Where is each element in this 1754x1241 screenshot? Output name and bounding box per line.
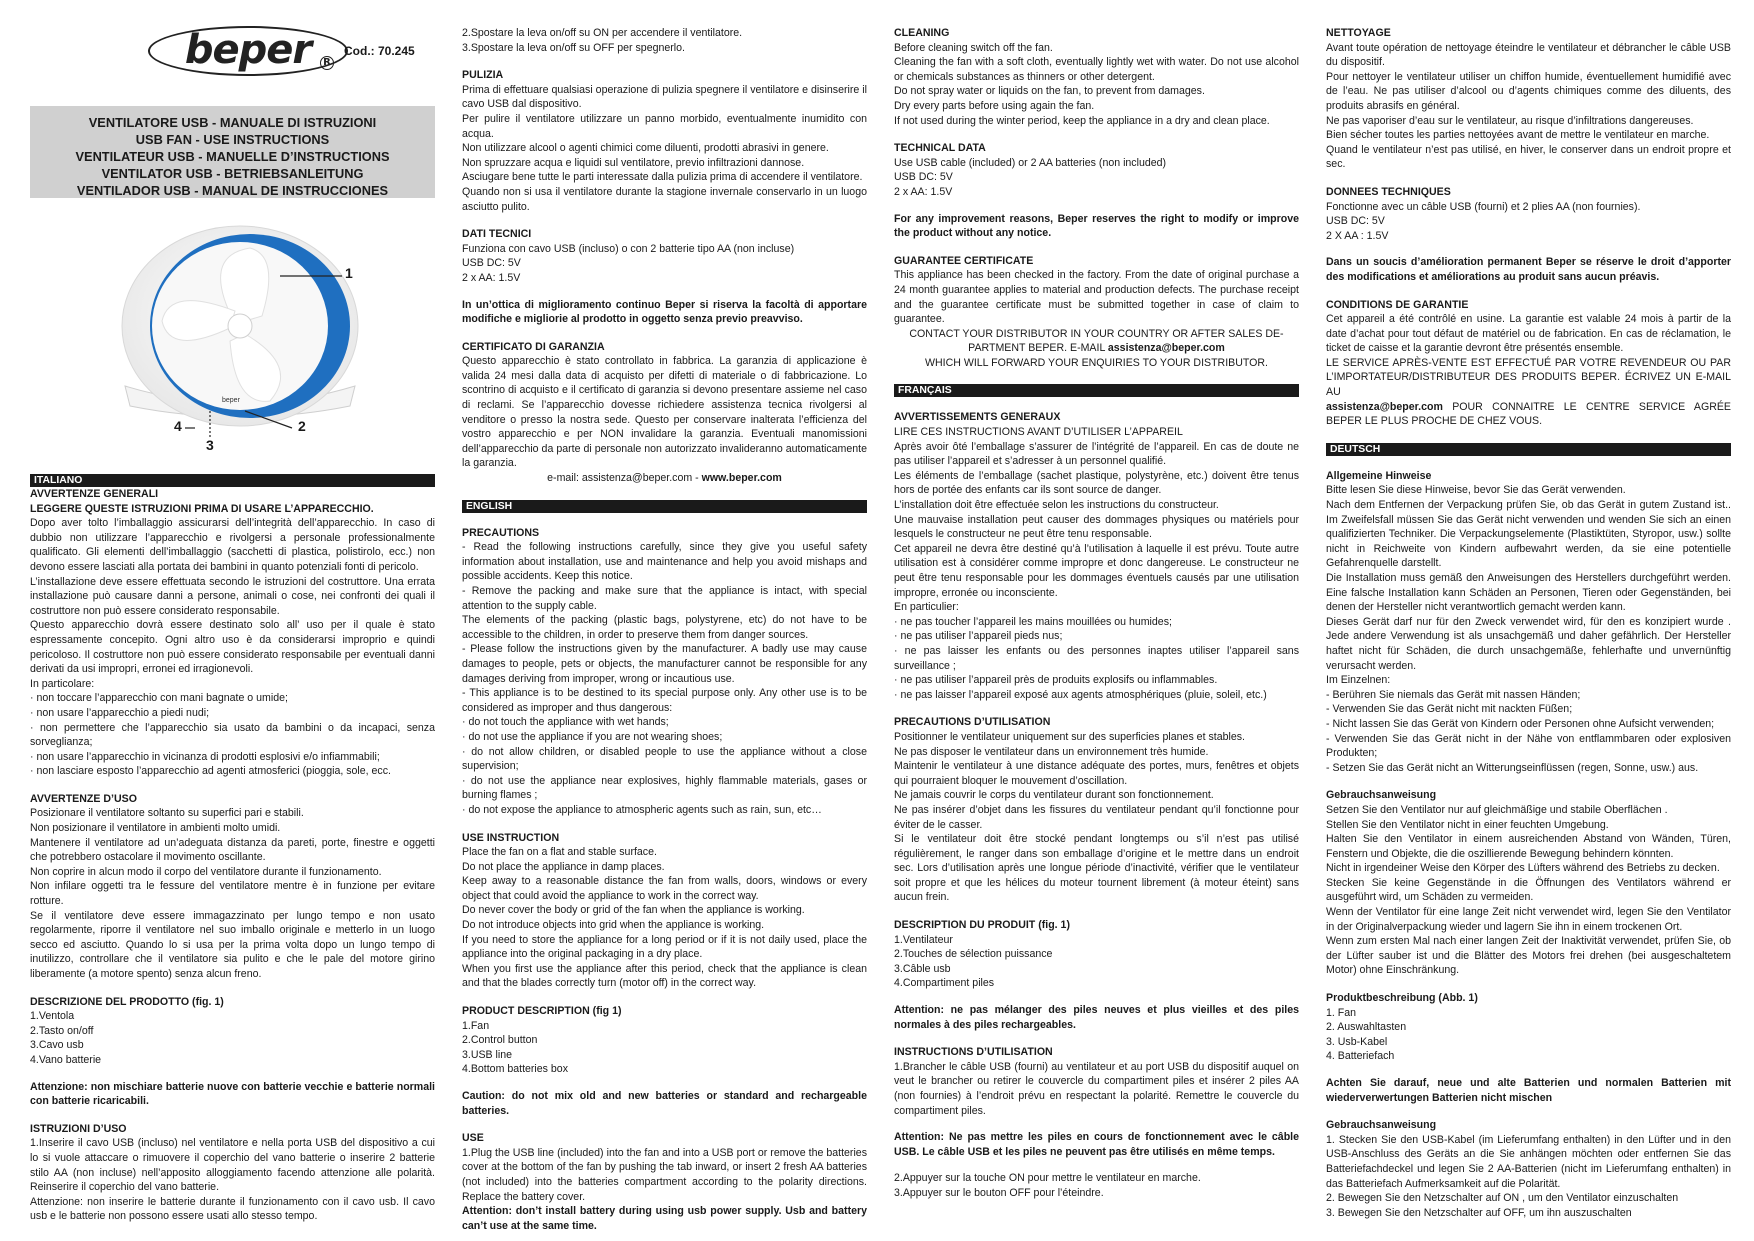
fr-battery-warning: Attention: ne pas mélanger des piles neuves et plus vieilles et des piles normales à des piles rechargeables. bbox=[894, 1004, 1299, 1031]
en-paragraph: - Read the following instructions carefully, since they give you useful safety information about installation, use and maintenance and help you avoid mishaps and possible accidents. Keep this notice. bbox=[462, 541, 867, 583]
en-part: 2.Control button bbox=[462, 1034, 538, 1047]
de-paragraph: 3. Bewegen Sie den Netzschalter auf OFF, um ihn auszuschalten bbox=[1326, 1206, 1632, 1219]
de-paragraph: Stellen Sie den Ventilator nicht in einer feuchten Umgebung. bbox=[1326, 818, 1609, 831]
de-part: 2. Auswahltasten bbox=[1326, 1021, 1407, 1034]
en-improvement-note: For any improvement reasons, Beper reserves the right to modify or improve the product without any notice. bbox=[894, 212, 1299, 240]
fr-paragraph: 2.Appuyer sur la touche ON pour mettre le ventilateur en marche. bbox=[894, 1172, 1201, 1185]
fr-paragraph: Ne pas vaporiser d’eau sur le ventilateur, au risque d’infiltrations dangereuses. bbox=[1326, 114, 1694, 127]
it-website: www.beper.com bbox=[701, 472, 782, 485]
en-list-item: · do not allow children, or disabled people to use the appliance without a close supervision; bbox=[462, 745, 867, 773]
it-paragraph: Non coprire in alcun modo il corpo del ventilatore durante il funzionamento. bbox=[30, 865, 382, 878]
it-heading-instructions: ISTRUZIONI D’USO bbox=[30, 1122, 127, 1135]
fr-paragraph: LIRE CES INSTRUCTIONS AVANT D’UTILISER L’APPAREIL bbox=[894, 426, 1183, 439]
it-email: e-mail: assistenza@beper.com - bbox=[547, 472, 702, 485]
de-paragraph: Wenn zum ersten Mal nach einer langen Zeit der Inaktivität verwendet, prüfen Sie, ob der Lüfter sauber ist und die Blätter des Motors frei drehen (bei ausgeschaltetem Motor) ohne Einschränkung. bbox=[1326, 935, 1731, 977]
en-contact-prefix: PARTMENT BEPER. E-MAIL bbox=[968, 342, 1108, 355]
it-part: 3.Cavo usb bbox=[30, 1039, 84, 1052]
en-heading-cleaning: CLEANING bbox=[894, 27, 950, 39]
en-paragraph: If you need to store the appliance for a long period or if it is not daily used, place the appliance into the original packaging in a dry place. bbox=[462, 933, 867, 961]
de-part: 4. Batteriefach bbox=[1326, 1050, 1395, 1063]
en-heading-product-description: PRODUCT DESCRIPTION (fig 1) bbox=[462, 1005, 622, 1018]
en-paragraph: 1.Plug the USB line (included) into the fan and into a USB port or remove the batteries cover at the bottom of the fan by pushing the tab inward, or insert 2 fresh AA batteries (not included) into the batteries compartment according to the polarity directions. Replace the battery cover. bbox=[462, 1146, 867, 1203]
de-paragraph: Setzen Sie den Ventilator nur auf gleichmäßige und stabile Oberflächen . bbox=[1326, 803, 1668, 816]
fr-paragraph: Une mauvaise installation peut causer des dommages physiques ou matériels pour lesquels le constructeur ne peut être tenu responsable. bbox=[894, 513, 1299, 541]
it-paragraph: Non utilizzare alcool o agenti chimici come diluenti, prodotti abrasivi in genere. bbox=[462, 142, 829, 155]
column-2 bbox=[462, 26, 867, 1233]
de-list-item: - Setzen Sie das Gerät nicht an Witterungseinflüssen (regen, Sonne, usw.) aus. bbox=[1326, 761, 1699, 774]
title-it: VENTILATORE USB - MANUALE DI ISTRUZIONI bbox=[88, 115, 377, 130]
it-paragraph: Mantenere il ventilatore ad un’adeguata distanza da pareti, porte, finestre e oggetti che potrebbero ostacolare il movimento oscillante. bbox=[30, 836, 435, 864]
it-list-item: · non lasciare esposto l’apparecchio ad agenti atmosferici (pioggia, sole, ecc. bbox=[30, 765, 391, 778]
fr-list-item: · ne pas utiliser l’appareil pieds nus; bbox=[894, 630, 1063, 643]
fr-improvement-note: Dans un soucis d’amélioration permanent Beper se réserve le droit d’apporter des modifications et améliorations au produit sans aucun préavis. bbox=[1326, 256, 1731, 283]
it-paragraph: Non spruzzare acqua e liquidi sul ventilatore, previo infiltrazioni dannose. bbox=[462, 156, 805, 169]
header bbox=[30, 26, 435, 96]
it-heading-warnings: AVVERTENZE GENERALI bbox=[30, 488, 159, 500]
fan-brand: beper bbox=[222, 397, 240, 404]
fr-paragraph: Après avoir ôté l’emballage s’assurer de l’intégrité de l’appareil. En cas de doute ne pas utiliser l’appareil et s’adresser à un personnel qualifié. bbox=[894, 440, 1299, 468]
en-attention: Attention: don’t install battery during using usb power supply. Usb and battery can’t use at the same time. bbox=[462, 1205, 867, 1232]
it-heading-guarantee: CERTIFICATO DI GARANZIA bbox=[462, 340, 605, 353]
it-paragraph: Attenzione: non inserire le batterie durante il funzionamento con il cavo usb. Il cavo usb e le batterie non possono essere usati allo stesso tempo. bbox=[30, 1195, 435, 1223]
de-part: 1. Fan bbox=[1326, 1006, 1357, 1019]
de-heading-product: Produktbeschreibung (Abb. 1) bbox=[1326, 992, 1478, 1005]
de-paragraph: Dieses Gerät darf nur für den Zweck verwendet wird, für den es konzipiert wurde . Jede andere Verwendung ist als unsachgemäß und daher gefährlich. Der Hersteller haftet nicht für Schäden, die durch unsachgemäße, fehlerhafte und unvernünftig verursacht werden. bbox=[1326, 615, 1731, 672]
it-tech-line: 2 x AA: 1.5V bbox=[462, 271, 521, 284]
callout-1: 1 bbox=[345, 265, 353, 281]
en-heading-use-instruction: USE INSTRUCTION bbox=[462, 831, 560, 844]
de-paragraph: 1. Stecken Sie den USB-Kabel (im Lieferumfang enthalten) in den Lüfter und in den USB-Anschluss des Geräts an die Sie anhängen möchten oder entfernen Sie das Batteriefachdeckel und legen Sie 2 AA-Batterien (nicht im Lieferumfang enthalten) in das Batteriefach Aufmerksamkeit auf die Polarität. bbox=[1326, 1133, 1731, 1190]
de-heading-general: Allgemeine Hinweise bbox=[1326, 469, 1432, 482]
it-paragraph: Non infilare oggetti tra le fessure del ventilatore mentre è in funzione per evitare rotture. bbox=[30, 880, 435, 908]
en-tech-line: Use USB cable (included) or 2 AA batteries (non included) bbox=[894, 156, 1167, 169]
fr-list-item: · ne pas laisser les enfants ou des personnes inaptes utiliser l’appareil sans surveillance ; bbox=[894, 644, 1299, 672]
it-battery-warning: Attenzione: non mischiare batterie nuove con batterie vecchie e batterie normali con batterie ricaricabili. bbox=[30, 1080, 435, 1108]
fr-paragraph: Cet appareil ne devra être destiné qu’à l’utilisation à laquelle il est prévu. Toute autre utilisation est à considérer comme impropre et donc dangereuse. Le constructeur ne peut être tenu responsable pour les dommages éventuels causés par une utilisation impropre, erronée ou inconsciente. bbox=[894, 542, 1299, 599]
en-paragraph: When you first use the appliance after this period, check that the appliance is clean and that the blades correctly turn (motor off) in the correct way. bbox=[462, 962, 867, 990]
it-list-item: · non permettere che l’apparecchio sia usato da bambini o da incapaci, senza sorveglianza; bbox=[30, 721, 435, 749]
it-heading-tech: DATI TECNICI bbox=[462, 228, 532, 241]
de-part: 3. Usb-Kabel bbox=[1326, 1035, 1388, 1048]
it-tech-line: Funziona con cavo USB (incluso) o con 2 batterie tipo AA (non incluse) bbox=[462, 242, 795, 255]
en-list-item: · do not use the appliance near explosives, highly flammable materials, gases or burning flames ; bbox=[462, 774, 867, 802]
section-bar-francais: FRANÇAIS bbox=[894, 384, 1299, 397]
fr-paragraph: Bien sécher toutes les parties nettoyées avant de mettre le ventilateur en marche. bbox=[1326, 129, 1710, 142]
en-caution: Caution: do not mix old and new batteries or standard and rechargeable batteries. bbox=[462, 1090, 867, 1117]
fr-heading-warnings: AVVERTISSEMENTS GENERAUX bbox=[894, 411, 1061, 424]
fr-paragraph: Ne pas insérer d’objet dans les fissures du ventilateur pendant qu’il fonctionne pour éviter de le casser. bbox=[894, 803, 1299, 831]
en-part: 4.Bottom batteries box bbox=[462, 1063, 568, 1076]
fr-paragraph: 1.Brancher le câble USB (fourni) au ventilateur et au port USB du dispositif auquel on veut le brancher ou retirer le couvercle du compartiment piles et insérer 2 piles AA (non fournies) à l’endroit prévu en respectant la polarité. Remettre le couvercle du compartiment piles. bbox=[894, 1060, 1299, 1117]
de-paragraph: Nach dem Entfernen der Verpackung prüfen Sie, ob das Gerät in gutem Zustand ist.. Im Zweifelsfall müssen Sie das Gerät nicht verwenden und wenden Sie sich an einen qualifizierten Techniker. Die Verpackungselemente (Plastiktüten, Styropor, usw.) sollte nicht in Reichweite von Kindern aufbewahrt werden, da sie eine potentielle Gefahrenquelle darstellt. bbox=[1326, 499, 1731, 570]
title-box bbox=[30, 106, 435, 198]
it-list-item: · non toccare l’apparecchio con mani bagnate o umide; bbox=[30, 692, 288, 705]
fr-heading-precautions: PRECAUTIONS D’UTILISATION bbox=[894, 716, 1051, 729]
it-part: 4.Vano batterie bbox=[30, 1053, 102, 1066]
it-heading-description: DESCRIZIONE DEL PRODOTTO (fig. 1) bbox=[30, 995, 224, 1008]
en-heading-use: USE bbox=[462, 1132, 484, 1145]
en-paragraph: If not used during the winter period, keep the appliance in a dry and clean place. bbox=[894, 114, 1270, 127]
de-list-item: - Verwenden Sie das Gerät nicht mit nackten Füßen; bbox=[1326, 703, 1573, 716]
de-paragraph: Die Installation muss gemäß den Anweisungen des Herstellers durchgeführt werden. Eine falsche Installation kann Schäden an Personen, Tieren oder Gegenständen, bei denen der Hersteller nicht verantwortlich gemacht werden kann. bbox=[1326, 572, 1731, 614]
fr-heading-cleaning: NETTOYAGE bbox=[1326, 27, 1391, 39]
en-paragraph: Dry every parts before using again the fan. bbox=[894, 99, 1095, 112]
en-list-item: · do not touch the appliance with wet hands; bbox=[462, 716, 669, 729]
en-paragraph: Do never cover the body or grid of the fan when the appliance is working. bbox=[462, 904, 805, 917]
en-paragraph: This appliance has been checked in the factory. From the date of original purchase a 24 month guarantee applies to material and production defects. The purchase receipt and the guarantee certificate must be submitted together in case of claim to guarantee. bbox=[894, 269, 1299, 326]
it-paragraph: 3.Spostare la leva on/off su OFF per spegnerlo. bbox=[462, 41, 685, 54]
fr-tech-line: 2 X AA : 1.5V bbox=[1326, 229, 1389, 242]
logo-text: beper bbox=[184, 27, 312, 73]
fan-figure bbox=[30, 216, 435, 466]
fr-tech-line: Fonctionne avec un câble USB (fourni) et 2 plies AA (non fournies). bbox=[1326, 200, 1641, 213]
fr-part: 3.Câble usb bbox=[894, 962, 951, 975]
fr-heading-instructions: INSTRUCTIONS D’UTILISATION bbox=[894, 1046, 1053, 1059]
title-es: VENTILADOR USB - MANUAL DE INSTRUCCIONES bbox=[76, 183, 389, 198]
en-list-item: · do not expose the appliance to atmospheric agents such as rain, sun, etc… bbox=[462, 803, 822, 816]
fr-heading-technical: DONNEES TECHNIQUES bbox=[1326, 185, 1451, 198]
column-4 bbox=[1326, 26, 1731, 1220]
it-list-item: · non usare l’apparecchio in vicinanza di prodotti esplosivi e/o infiammabili; bbox=[30, 750, 380, 763]
column-3 bbox=[894, 26, 1299, 1201]
de-battery-warning: Achten Sie darauf, neue und alte Batterien und normalen Batterien mit wiederverwertungen Batterien nicht mischen bbox=[1326, 1077, 1731, 1104]
it-paragraph: Se il ventilatore deve essere immagazzinato per lungo tempo e non usato regolarmente, riporre il ventilatore nel suo imballo originale e metterlo in un luogo secco ed asciutto. Quando lo si usa per la prima volta dopo un lungo tempo di inutilizzo, controllare che il ventilatore sia pulito e che le pale del motore girino liberamente (a motore spento) senza alcun freno. bbox=[30, 909, 435, 980]
callout-4: 4 bbox=[174, 418, 182, 434]
fr-part: 4.Compartiment piles bbox=[894, 977, 995, 990]
en-tech-line: USB DC: 5V bbox=[894, 171, 953, 184]
fan-illustration bbox=[30, 216, 435, 466]
en-part: 3.USB line bbox=[462, 1048, 513, 1061]
de-list-item: - Nicht lassen Sie das Gerät von Kindern oder Personen ohne Aufsicht verwenden; bbox=[1326, 717, 1715, 730]
en-paragraph: - This appliance is to be destined to its special purpose only. Any other use is to be considered as improper and thus dangerous: bbox=[462, 687, 867, 714]
de-paragraph: Halten Sie den Ventilator in einem ausreichenden Abstand von Wänden, Türen, Fenstern und Objekte, die die oszillierende Bewegung behindern könnten. bbox=[1326, 833, 1731, 860]
fr-paragraph: Les éléments de l’emballage (sachet plastique, polystyrène, etc.) doivent être tenus hors de portée des enfants car ils sont source de danger. bbox=[894, 469, 1299, 497]
de-paragraph: Stecken Sie keine Gegenstände in die Öffnungen des Ventilators während er ausgeführt wird, um Schäden zu vermeiden. bbox=[1326, 876, 1731, 904]
de-paragraph: Nicht in irgendeiner Weise den Körper des Lüfters während des Betriebs zu decken. bbox=[1326, 862, 1720, 875]
product-code: Cod.: 70.245 bbox=[344, 44, 415, 58]
it-paragraph: Prima di effettuare qualsiasi operazione di pulizia spegnere il ventilatore e disinserire il cavo USB dal dispositivo. bbox=[462, 83, 867, 111]
fr-paragraph: Positionner le ventilateur uniquement sur des superficies planes et stables. bbox=[894, 730, 1245, 743]
it-heading-cleaning: PULIZIA bbox=[462, 69, 504, 82]
fr-list-item: · ne pas laisser l’appareil exposé aux agents atmosphériques (pluie, soleil, etc.) bbox=[894, 688, 1267, 701]
it-heading-read: LEGGERE QUESTE ISTRUZIONI PRIMA DI USARE L’APPARECCHIO. bbox=[30, 502, 374, 515]
section-bar-italiano: ITALIANO bbox=[30, 474, 435, 487]
fr-part: 1.Ventilateur bbox=[894, 933, 953, 946]
en-heading-technical: TECHNICAL DATA bbox=[894, 142, 986, 155]
de-list-item: - Verwenden Sie das Gerät nicht in der Nähe von entflammbaren oder explosiven Produkten; bbox=[1326, 732, 1731, 760]
fr-paragraph: L’installation doit être effectuée selon les instructions du constructeur. bbox=[894, 499, 1219, 512]
en-paragraph: The elements of the packing (plastic bags, polystyrene, etc) do not have to be accessible to the children, in order to preserve them from danger sources. bbox=[462, 614, 867, 641]
de-list-item: - Berühren Sie niemals das Gerät mit nassen Händen; bbox=[1326, 688, 1581, 701]
it-tech-line: USB DC: 5V bbox=[462, 257, 521, 270]
de-paragraph: Im Einzelnen: bbox=[1326, 674, 1391, 687]
fr-heading-guarantee: CONDITIONS DE GARANTIE bbox=[1326, 298, 1469, 311]
fr-heading-description: DESCRIPTION DU PRODUIT (fig. 1) bbox=[894, 919, 1070, 932]
en-contact-line: WHICH WILL FORWARD YOUR ENQUIRIES TO YOUR DISTRIBUTOR. bbox=[925, 356, 1268, 369]
en-paragraph: Cleaning the fan with a soft cloth, eventually lightly wet with water. Do not use alcohol or chemicals substances as thinners or other detergent. bbox=[894, 56, 1299, 83]
section-bar-deutsch: DEUTSCH bbox=[1326, 443, 1731, 456]
en-contact-line bbox=[894, 341, 1299, 356]
column-1 bbox=[30, 26, 435, 1224]
en-contact-line: CONTACT YOUR DISTRIBUTOR IN YOUR COUNTRY OR AFTER SALES DE- bbox=[909, 327, 1284, 340]
beper-logo bbox=[148, 26, 348, 76]
en-paragraph: - Please follow the instructions given by the manufacturer. A badly use may cause damages to people, pets or objects, the manufacturer cannot be responsible for any damages deriving from improper, wrong or incautious use. bbox=[462, 643, 867, 685]
it-improvement-note: In un’ottica di miglioramento continuo Beper si riserva la facoltà di apportare modifiche e migliorie al prodotto in oggetto senza previo preavviso. bbox=[462, 298, 867, 326]
fr-paragraph: Pour nettoyer le ventilateur utiliser un chiffon humide, éventuellement humidifié avec de l’eau. Ne pas utiliser d’alcool ou d’agents chimiques comme des diluents, des produits abrasifs en général. bbox=[1326, 70, 1731, 112]
de-heading-usage-2: Gebrauchsanweisung bbox=[1326, 1119, 1437, 1132]
it-paragraph: Questo apparecchio è stato controllato in fabbrica. La garanzia di applicazione è valida 24 mesi dalla data di acquisto per difetti di materiale o di fabbricazione. Lo scontrino di acquisto e il certificato di garanzia si devono presentare assieme nel caso di reclami. Se l’apparecchio dovesse richiedere assistenza tecnica rivolgersi al venditore o presso la nostra sede. Questo per conservare inalterata l’efficienza del vostro apparecchio e per NON invalidare la garanzia. Eventuali manomissioni dell’apparecchio da parte di personale non autorizzato invalideranno automaticamente la garanzia. bbox=[462, 355, 867, 470]
fr-list-item: · ne pas toucher l’appareil les mains mouillées ou humides; bbox=[894, 615, 1172, 628]
title-de: VENTILATOR USB - BETRIEBSANLEITUNG bbox=[101, 166, 364, 181]
callout-2: 2 bbox=[298, 418, 306, 434]
fr-tech-line: USB DC: 5V bbox=[1326, 215, 1385, 228]
fr-paragraph: Ne jamais couvrir le corps du ventilateur durant son fonctionnement. bbox=[894, 789, 1214, 802]
fr-contact bbox=[1326, 400, 1731, 429]
fr-paragraph: Cet appareil a été contrôlé en usine. La garantie est valable 24 mois à partir de la date d’achat pour tout défaut de matériel ou de fabrication. En cas de réclamation, le ticket de caisse et la garantie devront être présentés ensemble. bbox=[1326, 313, 1731, 355]
it-part: 1.Ventola bbox=[30, 1010, 75, 1023]
en-heading-precautions: PRECAUTIONS bbox=[462, 526, 540, 539]
it-heading-use: AVVERTENZE D’USO bbox=[30, 792, 137, 805]
it-paragraph: Questo apparecchio dovrà essere destinato solo all’ uso per il quale è stato espressamente concepito. Ogni altro uso è da considerarsi improprio e quindi pericoloso. Il costruttore non può essere considerato responsabile per eventuali danni derivati da usi impropri, erronei ed irragionevoli. bbox=[30, 619, 435, 676]
en-paragraph: Do not introduce objects into grid when the appliance is working. bbox=[462, 919, 765, 932]
it-paragraph: Posizionare il ventilatore soltanto su superfici pari e stabili. bbox=[30, 807, 304, 820]
en-part: 1.Fan bbox=[462, 1019, 490, 1032]
en-paragraph: Do not place the appliance in damp places. bbox=[462, 860, 665, 873]
en-paragraph: Place the fan on a flat and stable surface. bbox=[462, 846, 657, 859]
en-contact-email: assistenza@beper.com bbox=[1107, 342, 1225, 355]
it-contact bbox=[462, 471, 867, 486]
it-paragraph: 2.Spostare la leva on/off su ON per accendere il ventilatore. bbox=[462, 27, 743, 39]
title-en: USB FAN - USE INSTRUCTIONS bbox=[135, 132, 330, 147]
it-part: 2.Tasto on/off bbox=[30, 1024, 94, 1037]
fr-paragraph: Quand le ventilateur n’est pas utilisé, en hiver, le conserver dans un endroit propre et sec. bbox=[1326, 143, 1731, 171]
it-paragraph: In particolare: bbox=[30, 677, 95, 690]
it-paragraph: L’installazione deve essere effettuata secondo le istruzioni del costruttore. Una errata installazione può causare danni a persone, animali o cose, nei confronti dei quali il costruttore non può essere considerato responsabile. bbox=[30, 575, 435, 617]
callout-3: 3 bbox=[206, 437, 214, 453]
fr-part: 2.Touches de sélection puissance bbox=[894, 948, 1053, 961]
en-list-item: · do not use the appliance if you are not wearing shoes; bbox=[462, 730, 723, 743]
fr-paragraph: Maintenir le ventilateur à une distance adéquate des portes, murs, fenêtres et objets qui pourraient bloquer le mouvement d’oscillation. bbox=[894, 760, 1299, 787]
it-list-item: · non usare l’apparecchio a piedi nudi; bbox=[30, 706, 210, 719]
en-tech-line: 2 x AA: 1.5V bbox=[894, 185, 953, 198]
fan-hub bbox=[228, 314, 252, 338]
de-paragraph: Wenn der Ventilator für eine lange Zeit nicht verwendet wird, legen Sie den Ventilator in der Originalverpackung wieder und lagern Sie ihn in einem trockenen Ort. bbox=[1326, 906, 1731, 933]
en-paragraph: Keep away to a reasonable distance the fan from walls, doors, windows or every object that could avoid the appliance to work in the correct way. bbox=[462, 875, 867, 902]
fr-attention: Attention: Ne pas mettre les piles en cours de fonctionnement avec le câble USB. Le câble USB et les piles ne peuvent pas être utilisés en même temps. bbox=[894, 1131, 1299, 1158]
it-paragraph: Non posizionare il ventilatore in ambienti molto umidi. bbox=[30, 822, 281, 835]
fr-list-item: · ne pas utiliser l’appareil près de produits explosifs ou inflammables. bbox=[894, 674, 1218, 687]
en-paragraph: Do not spray water or liquids on the fan, to prevent from damages. bbox=[894, 85, 1205, 98]
en-paragraph: - Remove the packing and make sure that the appliance is intact, with special attention to the supply cable. bbox=[462, 585, 867, 612]
fr-paragraph: LE SERVICE APRÈS-VENTE EST EFFECTUÉ PAR VOTRE REVENDEUR OU PAR L’IMPORTATEUR/DISTRIBUTEUR DES PRODUITS BEPER. ÉCRIVEZ UN E-MAIL AU bbox=[1326, 356, 1731, 399]
fr-paragraph: Ne pas disposer le ventilateur dans un environnement très humide. bbox=[894, 745, 1209, 758]
fr-paragraph: En particulier: bbox=[894, 601, 959, 614]
it-paragraph: Asciugare bene tutte le parti interessate dalla pulizia prima di accendere il ventilatore. bbox=[462, 171, 863, 184]
de-paragraph: 2. Bewegen Sie den Netzschalter auf ON , um den Ventilator einzuschalten bbox=[1326, 1192, 1679, 1205]
en-heading-guarantee: GUARANTEE CERTIFICATE bbox=[894, 254, 1034, 267]
en-paragraph: Before cleaning switch off the fan. bbox=[894, 41, 1053, 54]
it-paragraph: 1.Inserire il cavo USB (incluso) nel ventilatore e nella porta USB del dispositivo a cui lo si vuole attaccare o rimuovere il coperchio del vano batterie o inserire 2 batterie stilo AA (non incluse) nell’apposito alloggiamento facendo attenzione alle polarità. Reinserire il coperchio del vano batterie. bbox=[30, 1137, 435, 1194]
fr-paragraph: Avant toute opération de nettoyage éteindre le ventilateur et débrancher le câble USB du dispositif. bbox=[1326, 41, 1731, 69]
fr-paragraph: Si le ventilateur doit être stocké pendant longtemps ou s’il n’est pas utilisé régulièrement, le ranger dans son emballage d’origine et le mettre dans un endroit sec. Lors d’utilisation après une longue période d’inactivité, vérifier que le ventilateur soit propre et que les hélices du moteur tournent librement (à moteur éteint) sans aucun frein. bbox=[894, 833, 1299, 904]
title-fr: VENTILATEUR USB - MANUELLE D’INSTRUCTIONS bbox=[75, 149, 390, 164]
fr-contact-rest: POUR CONNAITRE LE CENTRE SERVICE AGRÉE BEPER LE PLUS PROCHE DE CHEZ VOUS. bbox=[1326, 400, 1731, 428]
it-paragraph: Dopo aver tolto l’imballaggio assicurarsi dell’integrità dell’apparecchio. In caso di dubbio non utilizzare l’apparecchio e rivolgersi a personale professionalmente qualificato. Gli elementi dell’imballaggio (sacchetti di plastica, polistirolo, ecc.) non devono essere lasciati alla portata dei bambini in quanto potenziali fonti di pericolo. bbox=[30, 517, 435, 573]
de-heading-usage: Gebrauchsanweisung bbox=[1326, 789, 1437, 802]
it-paragraph: Quando non si usa il ventilatore durante la stagione invernale conservarlo in un luogo asciutto pulito. bbox=[462, 185, 867, 213]
fr-paragraph: 3.Appuyer sur le bouton OFF pour l’éteindre. bbox=[894, 1186, 1104, 1199]
de-paragraph: Bitte lesen Sie diese Hinweise, bevor Sie das Gerät verwenden. bbox=[1326, 484, 1626, 497]
fr-contact-email: assistenza@beper.com bbox=[1326, 400, 1443, 413]
it-paragraph: Per pulire il ventilatore utilizzare un panno morbido, eventualmente inumidito con acqua. bbox=[462, 112, 867, 140]
registered-icon: R bbox=[320, 56, 334, 70]
section-bar-english: ENGLISH bbox=[462, 500, 867, 513]
